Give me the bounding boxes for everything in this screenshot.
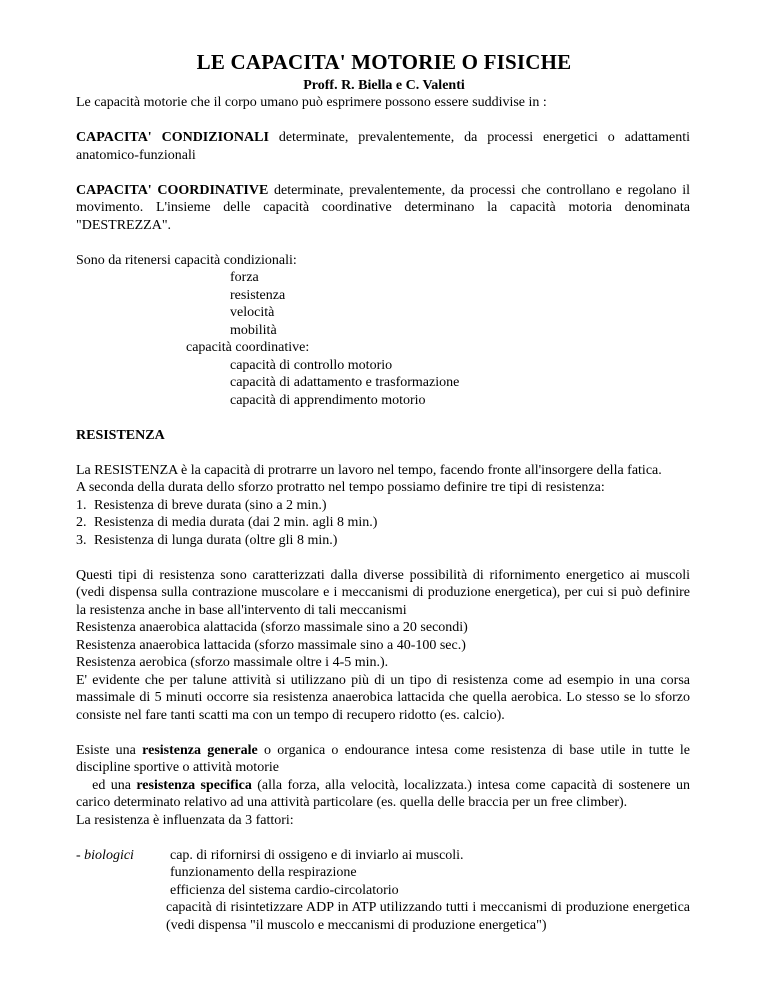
evident-paragraph: E' evidente che per talune attività si utilizzano più di un tipo di resistenza come ad esempio in una corsa massimale di 5 minuti occorre sia resistenza anaerobica lattacida che quella aerobica. Lo stesso se lo sforzo consiste nel fare tanti scatti ma con un tempo di recupero ridotto (es. calcio). xyxy=(76,672,690,723)
factor-line: cap. di rifornirsi di ossigeno e di inviarlo ai muscoli. xyxy=(170,847,464,863)
factor-line: funzionamento della respirazione xyxy=(170,865,357,880)
resistance-definition: La RESISTENZA è la capacità di protrarre un lavoro nel tempo, facendo fronte all'insorgere della fatica. xyxy=(76,462,662,478)
general-resistance-paragraph: Esiste una resistenza generale o organica o endourance intesa come resistenza di base utile in tutte le discipline sportive o attività motorie xyxy=(76,742,690,775)
conditional-paragraph: CAPACITA' CONDIZIONALI determinate, prevalentemente, da processi energetici o adattamenti anatomico-funzionali xyxy=(76,130,690,163)
conditional-heading: CAPACITA' CONDIZIONALI xyxy=(76,130,269,145)
factor-biological xyxy=(76,847,690,900)
coordinative-list xyxy=(76,357,690,410)
intro-paragraph: Le capacità motorie che il corpo umano può esprimere possono essere suddivise in : xyxy=(76,95,547,110)
document-body xyxy=(76,94,690,934)
factor-line: efficienza del sistema cardio-circolatorio xyxy=(170,882,399,898)
coordinative-list-intro: capacità coordinative: xyxy=(186,340,310,355)
list-item: 3. Resistenza di lunga durata (oltre gli 8 min.) xyxy=(76,532,338,548)
list-item: mobilità xyxy=(230,322,277,338)
list-item: 1. Resistenza di breve durata (sino a 2 min.) xyxy=(76,497,327,513)
conditional-list-intro: Sono da ritenersi capacità condizionali: xyxy=(76,252,297,268)
section-heading: RESISTENZA xyxy=(76,427,165,443)
list-item: forza xyxy=(230,270,259,285)
list-item: capacità di controllo motorio xyxy=(230,357,393,373)
list-item: capacità di apprendimento motorio xyxy=(230,392,426,408)
resistance-types-list xyxy=(76,497,690,550)
factors-intro: La resistenza è influenzata da 3 fattori: xyxy=(76,812,294,828)
coordinative-heading: CAPACITA' COORDINATIVE xyxy=(76,182,269,198)
energy-line: Resistenza anaerobica alattacida (sforzo massimale sino a 20 secondi) xyxy=(76,620,468,635)
list-item: 2. Resistenza di media durata (dai 2 min. agli 8 min.) xyxy=(76,515,378,530)
factor-label: - biologici xyxy=(76,847,134,863)
resistance-types-intro: A seconda della durata dello sforzo protratto nel tempo possiamo definire tre tipi di resistenza: xyxy=(76,480,605,495)
list-item: resistenza xyxy=(230,287,286,303)
list-item: capacità di adattamento e trasformazione xyxy=(230,375,460,390)
energy-paragraph: Questi tipi di resistenza sono caratterizzati dalla diverse possibilità di rifornimento energetico ai muscoli (vedi dispensa sulla contrazione muscolare e i meccanismi di produzione energetica), per cui si può definire la resistenza anche in base all'intervento di tali meccanismi xyxy=(76,567,690,618)
energy-line: Resistenza aerobica (sforzo massimale oltre i 4-5 min.). xyxy=(76,655,389,670)
list-item: velocità xyxy=(230,305,275,320)
coordinative-paragraph: CAPACITA' COORDINATIVE determinate, prevalentemente, da processi che controllano e regolano il movimento. L'insieme delle capacità coordinative determinano la capacità motoria denominata "DESTREZZA". xyxy=(76,182,690,233)
energy-line: Resistenza anaerobica lattacida (sforzo massimale sino a 40-100 sec.) xyxy=(76,637,466,653)
authors: Proff. R. Biella e C. Valenti xyxy=(303,78,465,93)
conditional-list xyxy=(76,269,690,339)
document-title: LE CAPACITA' MOTORIE O FISICHE xyxy=(196,50,572,74)
factor-last-line: capacità di risintetizzare ADP in ATP utilizzando tutti i meccanismi di produzione energetica (vedi dispensa "il muscolo e meccanismi di produzione energetica") xyxy=(166,900,690,933)
specific-resistance-paragraph: ed una resistenza specifica (alla forza, alla velocità, localizzata.) intesa come capacità di sostenere un carico determinato relativo ad una attività particolare (es. quella delle braccia per un free climber). xyxy=(76,777,690,810)
